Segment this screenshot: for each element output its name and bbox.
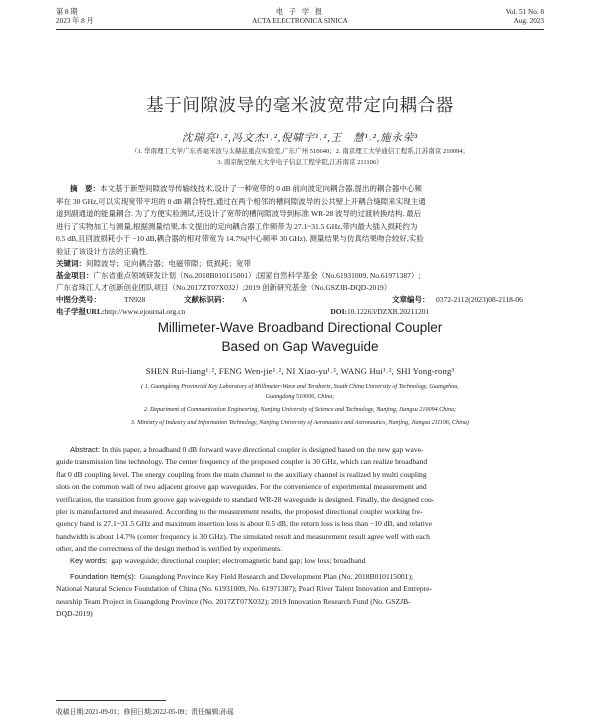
cn-abstract-label: 摘 要： bbox=[70, 184, 100, 193]
header-right bbox=[506, 8, 544, 26]
cn-abstract bbox=[56, 183, 544, 258]
journal-cn: 电 子 学 报 bbox=[275, 8, 325, 16]
clc-label: 中图分类号： bbox=[56, 295, 101, 304]
doc-code-label: 文献标识码： bbox=[184, 295, 229, 304]
footnote-rule bbox=[56, 700, 166, 701]
en-title-line-1: Millimeter-Wave Broadband Directional Coupler bbox=[157, 320, 443, 335]
cn-fund-line: 广东省重点领域研发计划（No.2018B010115001）;国家自然科学基金（No.61931009, No.61971387）; bbox=[93, 271, 421, 280]
cn-abstract-line: 本文基于新型间隙波导传输线技术,设计了一种宽带的 0 dB 前向波定向耦合器,提出的耦合器中心频 bbox=[100, 184, 422, 193]
cn-authors: 沈瑞亮¹˒²,冯文杰¹˒²,倪啸宇¹˒²,王 慧¹˒²,施永荣³ bbox=[182, 133, 418, 144]
en-authors: SHEN Rui-liang¹˒², FENG Wen-jie¹˒², NI Xiao-yu¹˒², WANG Hui¹˒², SHI Yong-rong³ bbox=[145, 366, 455, 376]
journal-url: http://www.ejournal.org.cn bbox=[104, 307, 186, 316]
en-title-line-2: Based on Gap Waveguide bbox=[221, 339, 379, 354]
en-keywords: gap waveguide; directional coupler; electromagnetic band gap; low loss; broadband bbox=[111, 556, 366, 565]
en-affiliation-1b: Guangdong 510006, China; bbox=[265, 394, 335, 400]
en-abstract-line: bandwidth is about 14.7% (center frequency is 30 GHz). The simulated result and measurement result agree well with each bbox=[56, 531, 430, 541]
cn-abstract-line: 道到副通道的能量耦合. 为了方便实验测试,还设计了宽带的槽间隙波导到标准 WR-28 波导的过渡转换结构. 最后 bbox=[56, 209, 422, 218]
article-no-label: 文章编号： bbox=[392, 295, 430, 304]
doi-label: DOI: bbox=[330, 307, 348, 316]
en-affiliation-1: ( 1. Guangdong Provincial Key Laboratory of Millimeter-Wave and Terahertz, South China University of Technology, Guangzhou, bbox=[141, 384, 459, 390]
cn-fund-row bbox=[56, 270, 544, 283]
en-abstract-line: other, and the correctness of the design method is verified by experiments. bbox=[56, 544, 282, 554]
en-abstract-line: pler is manufactured and measured. According to the measurement results, the proposed directional coupler working fre- bbox=[56, 507, 423, 517]
cn-keywords-row bbox=[56, 258, 544, 271]
en-abstract bbox=[56, 444, 544, 556]
en-abstract-line: verification, the transition from groove gap waveguide to standard WR-28 waveguide is designed. Finally, the designed cou- bbox=[56, 494, 435, 504]
en-keywords-label: Key words: bbox=[70, 556, 108, 565]
en-abstract-line: In this paper, a broadband 0 dB forward wave directional coupler is designed based on the new gap wave- bbox=[101, 445, 424, 454]
en-fund-line: neurship Team Project in Guangdong Province (No. 2017ZT07X032); 2019 Innovation Research Fund (No. GSZJB- bbox=[56, 596, 411, 606]
cn-fund-label: 基金项目： bbox=[56, 271, 94, 280]
en-abstract-line: flat 0 dB coupling level. The energy coupling from the main channel to the auxiliary channel is realized by multi coupling bbox=[56, 469, 427, 479]
cn-abstract-line: 0.5 dB,且回波损耗小于 −10 dB,耦合器的相对带宽为 14.7%(中心频率 30 GHz). 测量结果与仿真结果吻合较好,实验 bbox=[56, 234, 424, 243]
doc-code-value: A bbox=[242, 295, 248, 304]
cn-abstract-line: 验证了该设计方法的正确性. bbox=[56, 246, 148, 256]
en-abstract-line: slots on the common wall of two adjacent groove gap waveguides. For the convenience of experimental measurement and bbox=[56, 482, 427, 492]
cn-affiliation-2: 3. 南京航空航天大学电子信息工程学院,江苏南京 211106） bbox=[217, 159, 383, 166]
cn-meta-row bbox=[56, 294, 544, 307]
cn-abstract-line: 进行了实物加工与测量,根据测量结果,本文提出的定向耦合器工作频带为 27.1~31.5 GHz,带内最大插入损耗约为 bbox=[56, 221, 418, 231]
en-fund-line: DQD-2019) bbox=[56, 609, 93, 619]
cn-fund-line-2: 广东省珠江人才创新创业团队项目（No.2017ZT07X032）;2019 创新研究基金（No.GSZJB-DQD-2019） bbox=[56, 283, 392, 292]
en-fund-label: Foundation Item(s): bbox=[70, 572, 136, 581]
en-abstract-line: quency band is 27.1~31.5 GHz and maximum insertion loss is about 0.5 dB, the return loss is less than −10 dB, and relative bbox=[56, 519, 433, 529]
header-rule bbox=[56, 29, 544, 30]
cn-affiliation-1: （1. 华南理工大学广东省毫米波与太赫兹重点实验室,广东广州 510640；2. 南京理工大学通信工程系,江苏南京 210094； bbox=[131, 148, 469, 155]
journal-en: ACTA ELECTRONICA SINICA bbox=[252, 17, 348, 25]
article-no-value: 0372-2112(2023)08-2118-06 bbox=[436, 295, 523, 304]
en-title bbox=[0, 318, 600, 356]
date-cn: 2023 年 8 月 bbox=[56, 17, 94, 25]
cn-keywords-label: 关键词： bbox=[56, 259, 86, 268]
doi-value: 10.12263/DZXB.20211201 bbox=[347, 307, 430, 316]
cn-url-row bbox=[56, 306, 544, 319]
volume: Vol. 51 No. 8 bbox=[505, 8, 544, 16]
url-label: 电子学报URL: bbox=[56, 307, 105, 316]
cn-abstract-line: 率在 30 GHz,可以实现宽带平坦的 0 dB 耦合特性,通过在两个相邻的槽间隙波导的公共壁上开耦合缝隙来实现主通 bbox=[56, 196, 426, 206]
clc-value: TN928 bbox=[124, 295, 146, 304]
en-affiliation-3: 3. Ministry of Industry and Information Technology, Nanjing University of Aeronautics and Astronautics, Nanjing, Jiangsu 211106, China) bbox=[131, 420, 469, 426]
en-fund-line: Guangdong Province Key Field Research and Development Plan (No. 2018B010115001); bbox=[139, 572, 414, 581]
en-fund bbox=[56, 571, 544, 621]
cn-title: 基于间隙波导的毫米波宽带定向耦合器 bbox=[146, 96, 454, 116]
en-abstract-label: Abstract: bbox=[70, 445, 100, 454]
cn-keywords: 间隙波导；定向耦合器；电磁带隙；低损耗；宽带 bbox=[86, 259, 251, 268]
issue-cn: 第 8 期 bbox=[56, 8, 78, 16]
en-abstract-line: guide transmission line technology. The center frequency of the proposed coupler is 30 GHz, which can realize broadband bbox=[56, 457, 428, 467]
en-keywords-row bbox=[56, 555, 544, 567]
date-en: Aug. 2023 bbox=[513, 17, 544, 25]
footnote-received: 收稿日期:2021-09-01；修回日期:2022-05-09；责任编辑:孙瑶 bbox=[56, 709, 234, 716]
en-fund-line: National Natural Science Foundation of China (No. 61931009, No. 61971387); Pearl River Talent Innovation and Entrepre- bbox=[56, 584, 432, 594]
en-affiliation-2: 2. Department of Communication Engineering, Nanjing University of Science and Technology, Nanjing, Jiangsu 210094 China; bbox=[143, 407, 457, 413]
